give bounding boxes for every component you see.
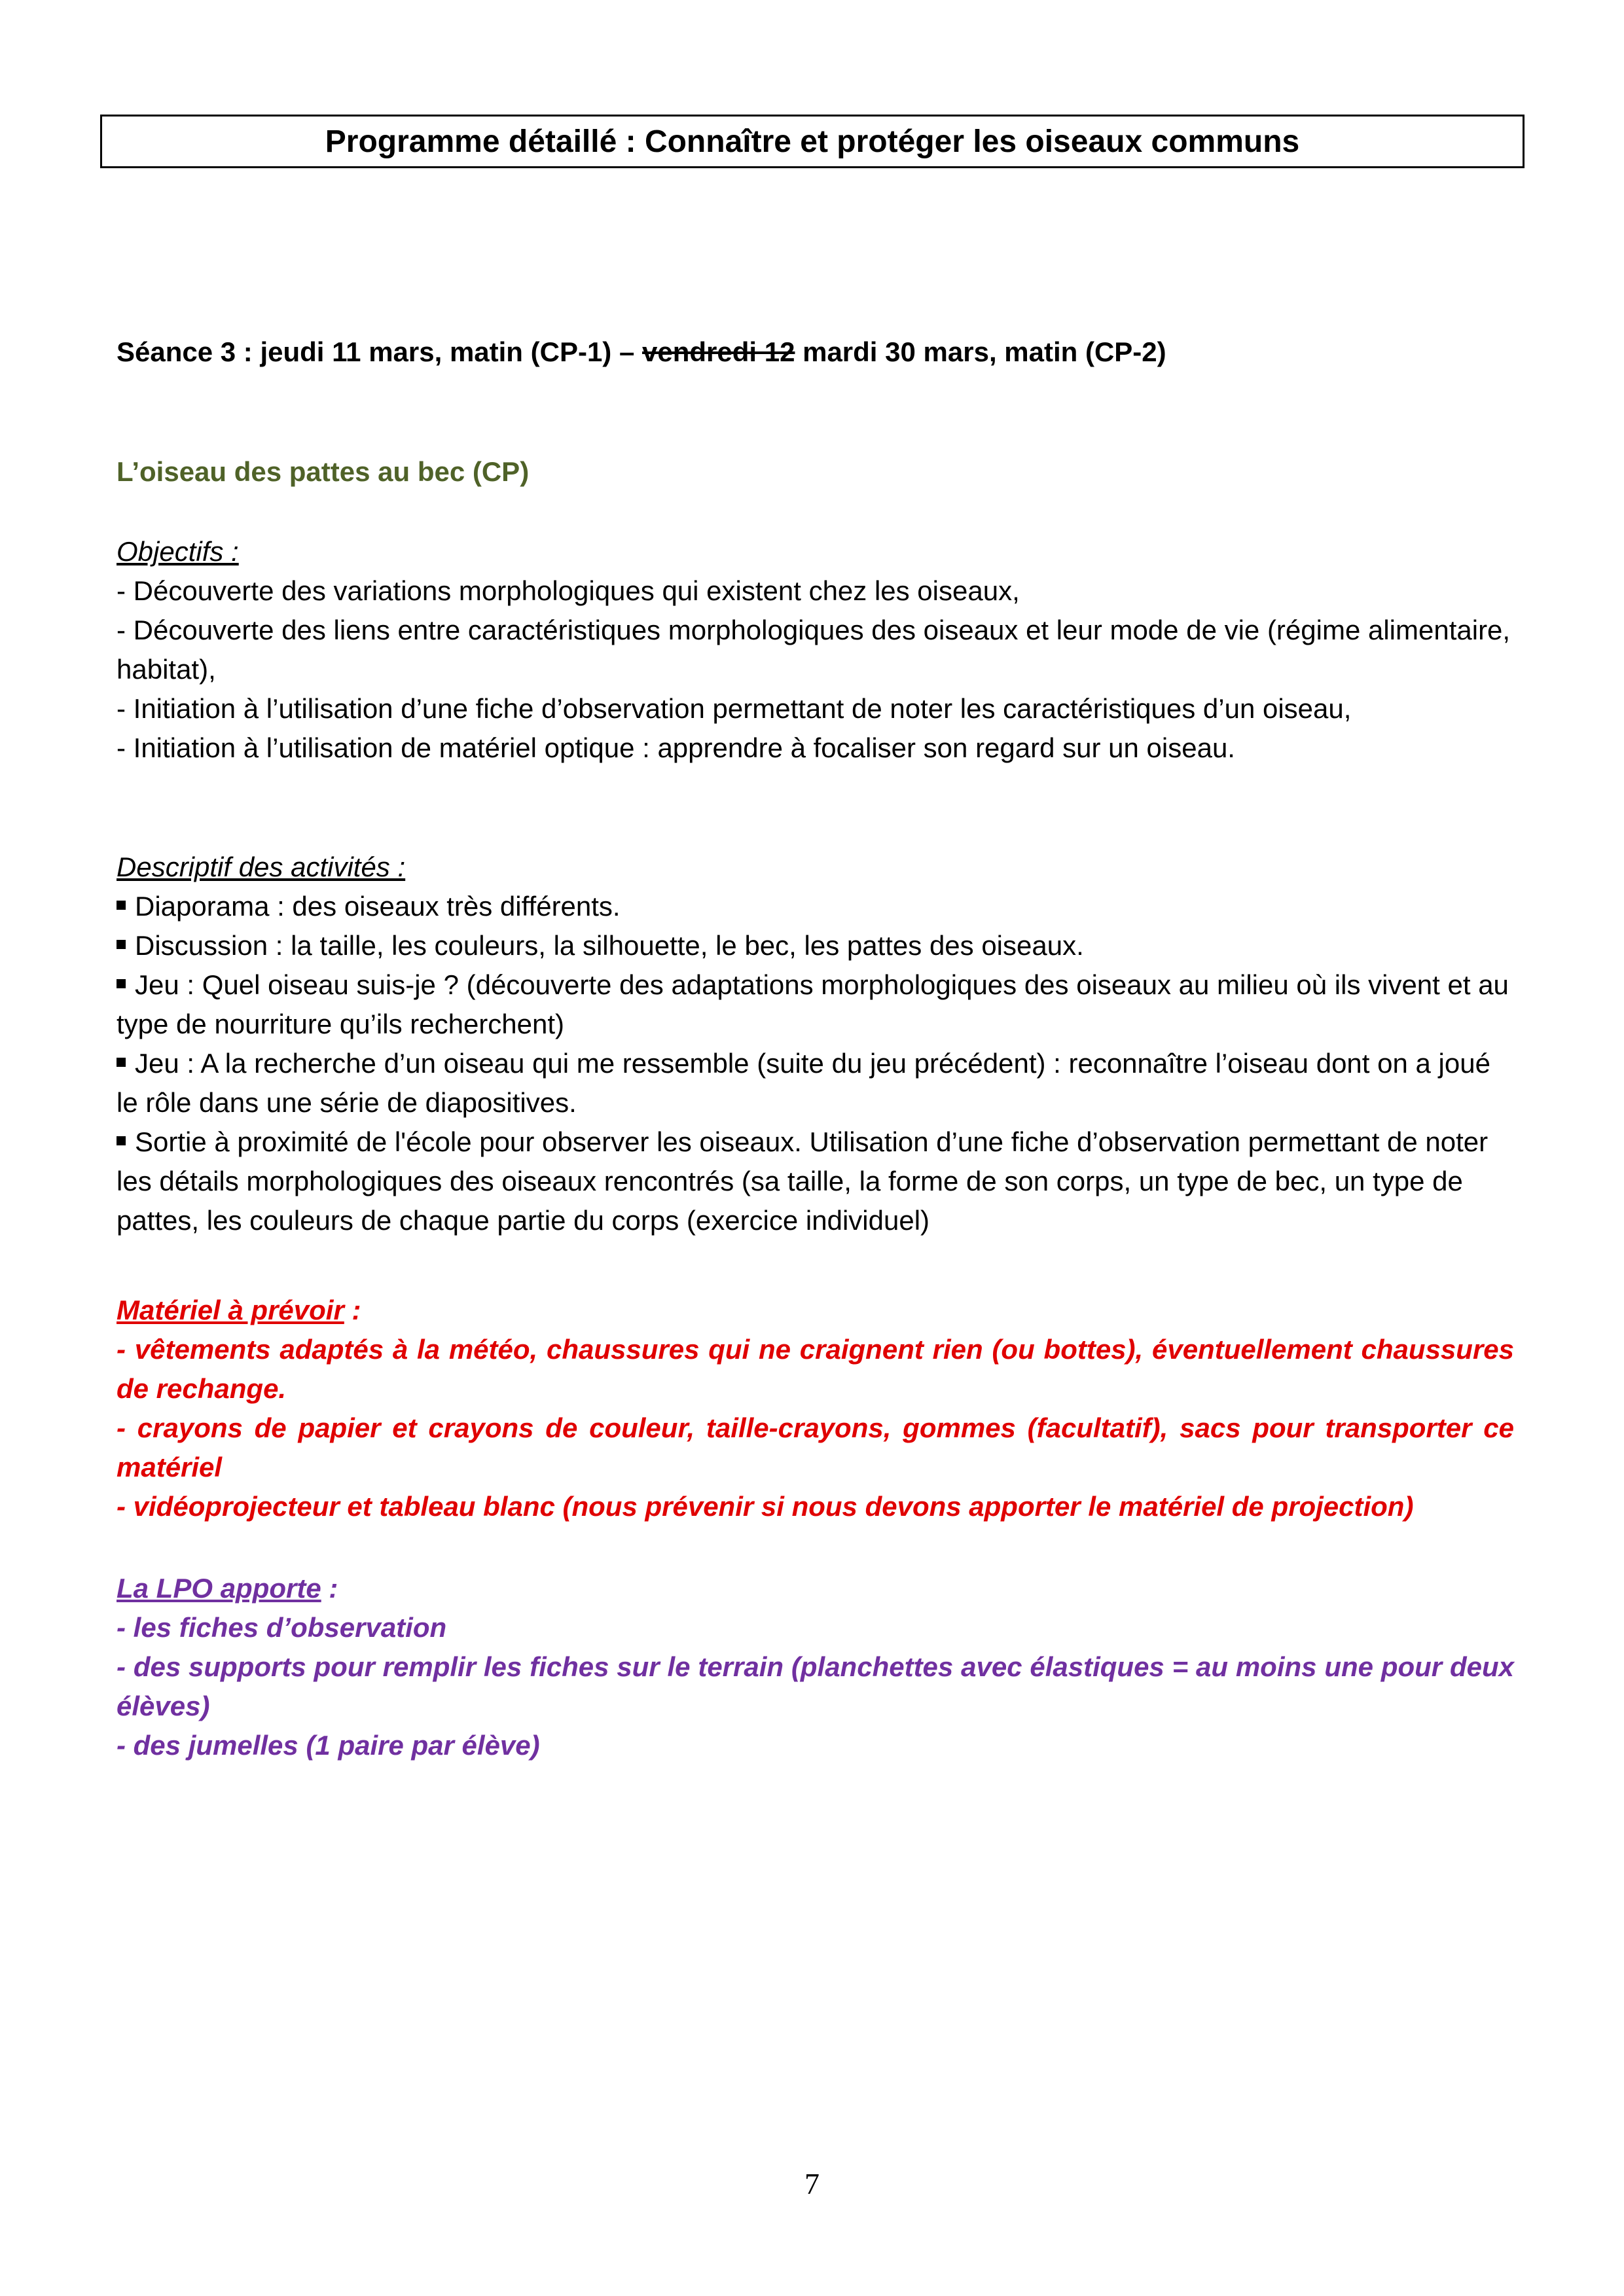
materiel-section — [117, 1291, 1514, 1526]
square-bullet-icon — [117, 901, 126, 910]
square-bullet-icon — [117, 940, 126, 949]
section-title: L’oiseau des pattes au bec (CP) — [117, 456, 530, 487]
seance-text-part1: Séance 3 : jeudi 11 mars, matin (CP-1) – — [117, 336, 642, 367]
objectifs-section — [117, 532, 1514, 768]
objectif-item: - Initiation à l’utilisation d’une fiche d’observation permettant de noter les caractéristiques d’un oiseau, — [117, 693, 1352, 724]
square-bullet-icon — [117, 1058, 126, 1067]
materiel-item: - crayons de papier et crayons de couleur, taille-crayons, gommes (facultatif), sacs pour transporter ce matériel — [117, 1412, 1514, 1482]
page-title: Programme détaillé : Connaître et protéger les oiseaux communs — [100, 115, 1525, 168]
objectifs-heading: Objectifs : — [117, 536, 239, 567]
square-bullet-icon — [117, 979, 126, 988]
descriptif-section — [117, 848, 1514, 1240]
lpo-item: - des jumelles (1 paire par élève) — [117, 1730, 540, 1761]
materiel-heading: Matériel à prévoir : — [117, 1295, 361, 1325]
lpo-item: - des supports pour remplir les fiches sur le terrain (planchettes avec élastiques = au moins une pour deux élèves) — [117, 1651, 1514, 1721]
objectif-item: - Découverte des variations morphologiques qui existent chez les oiseaux, — [117, 575, 1020, 606]
lpo-item: - les fiches d’observation — [117, 1612, 447, 1643]
square-bullet-icon — [117, 1136, 126, 1145]
materiel-item: - vêtements adaptés à la météo, chaussures qui ne craignent rien (ou bottes), éventuellement chaussures de rechange. — [117, 1334, 1514, 1404]
descriptif-heading: Descriptif des activités : — [117, 852, 406, 882]
descriptif-item: Jeu : A la recherche d’un oiseau qui me ressemble (suite du jeu précédent) : reconnaître l’oiseau dont on a joué le rôle dans une série de diapositives. — [117, 1048, 1490, 1118]
objectif-item: - Découverte des liens entre caractéristiques morphologiques des oiseaux et leur mode de vie (régime alimentaire, habitat), — [117, 615, 1511, 685]
seance-struck-text: vendredi 12 — [641, 336, 795, 367]
lpo-section — [117, 1569, 1514, 1765]
page-number: 7 — [804, 2167, 820, 2200]
seance-line — [117, 332, 1514, 372]
descriptif-item: Sortie à proximité de l'école pour observer les oiseaux. Utilisation d’une fiche d’observation permettant de noter les détails morphologiques des oiseaux rencontrés (sa taille, la forme de son corps, un type de bec, un type de pattes, les couleurs de chaque partie du corps (exercice individuel) — [117, 1126, 1489, 1236]
descriptif-item: Diaporama : des oiseaux très différents. — [117, 887, 1514, 926]
seance-text-part2: mardi 30 mars, matin (CP-2) — [795, 336, 1166, 367]
descriptif-item: Discussion : la taille, les couleurs, la silhouette, le bec, les pattes des oiseaux. — [117, 926, 1514, 965]
lpo-heading: La LPO apporte : — [117, 1573, 338, 1604]
materiel-item: - vidéoprojecteur et tableau blanc (nous prévenir si nous devons apporter le matériel de projection) — [117, 1491, 1414, 1522]
descriptif-item: Jeu : Quel oiseau suis-je ? (découverte des adaptations morphologiques des oiseaux au milieu où ils vivent et au type de nourriture qu’ils recherchent) — [117, 969, 1509, 1039]
objectif-item: - Initiation à l’utilisation de matériel optique : apprendre à focaliser son regard sur un oiseau. — [117, 732, 1235, 763]
